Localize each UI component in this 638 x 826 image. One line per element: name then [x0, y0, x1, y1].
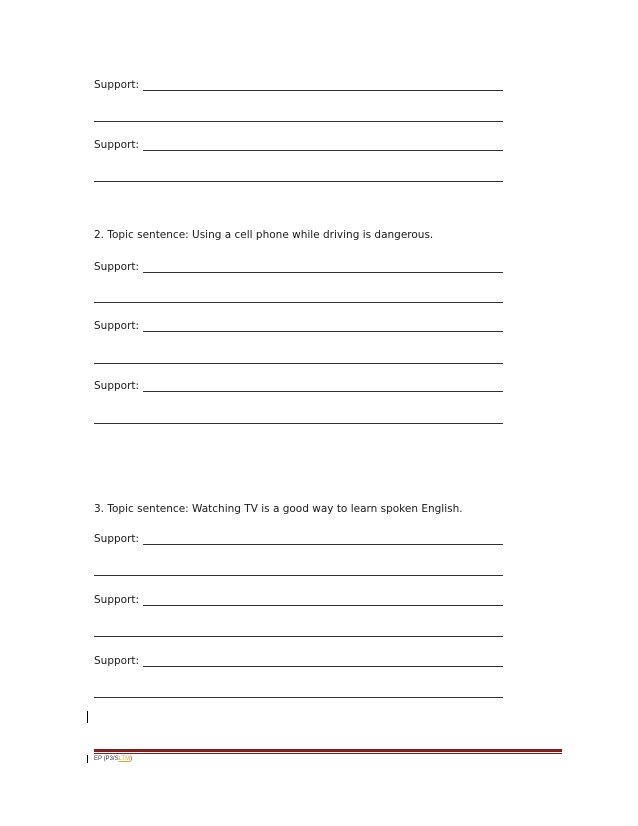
- answer-rule: [143, 90, 503, 91]
- answer-rule: [94, 121, 503, 122]
- answer-line[interactable]: [94, 686, 503, 700]
- answer-rule: [94, 181, 503, 182]
- answer-rule: [94, 575, 503, 576]
- footer-suffix: ): [130, 756, 133, 762]
- answer-rule: [94, 636, 503, 637]
- answer-rule: [143, 150, 503, 151]
- support-label: Support:: [94, 655, 140, 667]
- support-label: Support:: [94, 380, 140, 392]
- support-line[interactable]: [94, 533, 503, 547]
- answer-line[interactable]: [94, 625, 503, 639]
- answer-line[interactable]: [94, 564, 503, 578]
- answer-line[interactable]: [94, 110, 503, 124]
- footer-divider: [94, 749, 562, 752]
- answer-line[interactable]: [94, 352, 503, 366]
- support-label: Support:: [94, 139, 140, 151]
- footer-prefix: EP (P3/S: [94, 756, 119, 762]
- support-label: Support:: [94, 79, 140, 91]
- footer-link[interactable]: LTM: [118, 756, 131, 762]
- support-line[interactable]: [94, 139, 503, 153]
- answer-rule: [143, 605, 503, 606]
- support-line[interactable]: [94, 594, 503, 608]
- answer-rule: [94, 697, 503, 698]
- answer-line[interactable]: [94, 291, 503, 305]
- support-line[interactable]: [94, 79, 503, 93]
- answer-rule: [143, 391, 503, 392]
- support-line[interactable]: [94, 655, 503, 669]
- answer-line[interactable]: [94, 170, 503, 184]
- answer-rule: [143, 666, 503, 667]
- topic-sentence-2: 2. Topic sentence: Using a cell phone while driving is dangerous.: [94, 229, 434, 241]
- answer-rule: [143, 272, 503, 273]
- answer-rule: [94, 363, 503, 364]
- support-line[interactable]: [94, 380, 503, 394]
- answer-rule: [143, 331, 503, 332]
- page-footer: [94, 755, 132, 763]
- support-label: Support:: [94, 533, 140, 545]
- support-label: Support:: [94, 594, 140, 606]
- topic-sentence-3: 3. Topic sentence: Watching TV is a good way to learn spoken English.: [94, 503, 463, 515]
- support-line[interactable]: [94, 320, 503, 334]
- answer-rule: [143, 544, 503, 545]
- support-label: Support:: [94, 320, 140, 332]
- answer-rule: [94, 302, 503, 303]
- text-cursor: [87, 755, 88, 763]
- answer-rule: [94, 423, 503, 424]
- text-cursor: [87, 711, 88, 723]
- footer-divider-thin: [94, 753, 562, 754]
- answer-line[interactable]: [94, 412, 503, 426]
- support-label: Support:: [94, 261, 140, 273]
- support-line[interactable]: [94, 261, 503, 275]
